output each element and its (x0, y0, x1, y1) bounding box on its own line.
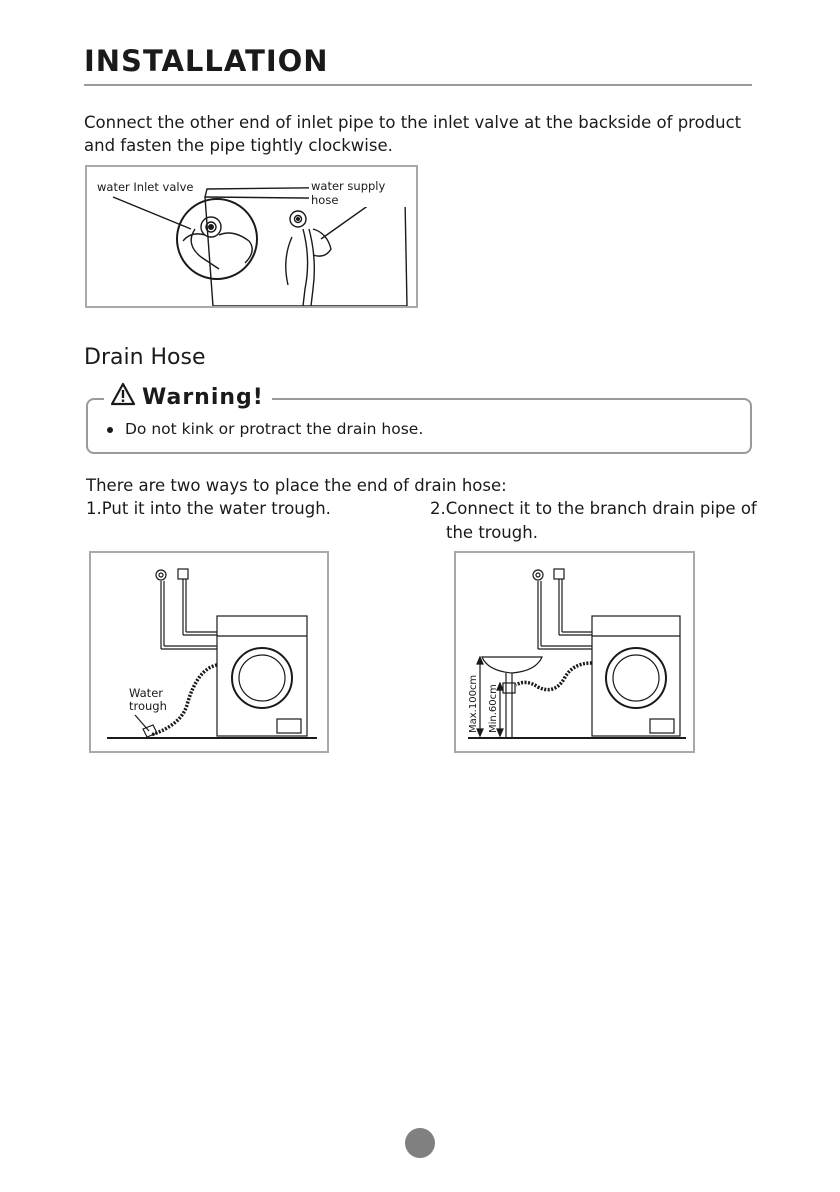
drain-figure-trough (89, 551, 329, 753)
trough-illustration (91, 553, 327, 751)
page-number-marker (405, 1128, 435, 1158)
label-trough: trough (129, 699, 167, 713)
label-water: Water (129, 686, 163, 700)
warning-item (107, 420, 423, 438)
drain-intro: There are two ways to place the end of drain hose: (86, 476, 507, 495)
warning-item-text: Do not kink or protract the drain hose. (125, 420, 424, 438)
section-title-drain-hose: Drain Hose (84, 345, 206, 370)
drain-option-1: 1.Put it into the water trough. (86, 499, 331, 518)
label-max-100cm: Max.100cm (468, 674, 479, 733)
branch-pipe-illustration (456, 553, 693, 751)
page-title: INSTALLATION (84, 44, 329, 78)
drain-option-2-line2: the trough. (446, 523, 538, 542)
bullet-dot-icon (107, 427, 113, 433)
warning-heading (104, 382, 272, 412)
inlet-instruction-line1: Connect the other end of inlet pipe to the inlet valve at the backside of product (84, 113, 742, 132)
title-divider (84, 84, 752, 86)
label-min-60cm: Min.60cm (488, 684, 499, 733)
label-water-inlet-valve: water Inlet valve (97, 180, 194, 194)
inlet-instruction-line2: and fasten the pipe tightly clockwise. (84, 136, 393, 155)
drain-option-2-line1: 2.Connect it to the branch drain pipe of (430, 499, 757, 518)
warning-title: Warning! (142, 384, 264, 410)
drain-figure-branch-pipe (454, 551, 695, 753)
warning-triangle-icon (110, 382, 136, 412)
inlet-figure (85, 165, 418, 308)
label-water-supply-hose: water supply hose (309, 179, 416, 207)
